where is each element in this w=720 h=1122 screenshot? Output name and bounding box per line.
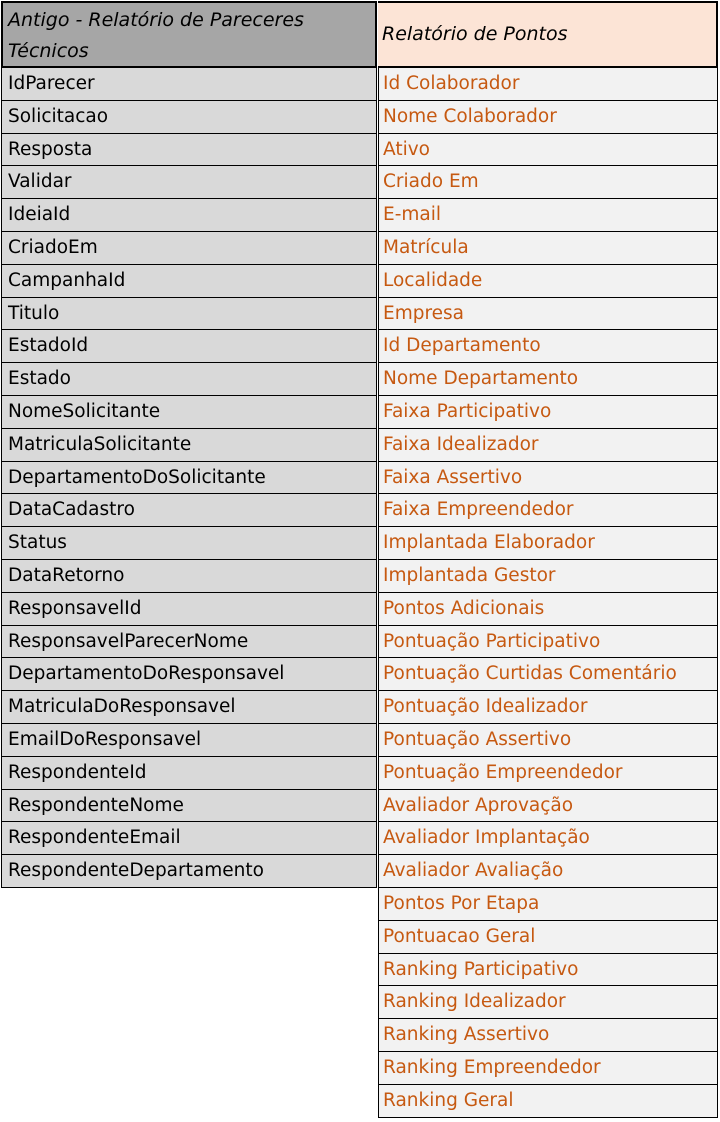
old-report-field-cell: ResponsavelParecerNome (1, 626, 377, 659)
points-report-field-cell: Avaliador Aprovação (378, 790, 718, 823)
old-report-field-cell: Solicitacao (1, 101, 377, 134)
points-report-field-cell: Empresa (378, 298, 718, 331)
old-report-field-cell: DepartamentoDoResponsavel (1, 658, 377, 691)
old-report-field-cell: EmailDoResponsavel (1, 724, 377, 757)
old-report-fields (1, 68, 377, 888)
old-report-field-cell: EstadoId (1, 330, 377, 363)
points-report-field-cell: Id Departamento (378, 330, 718, 363)
points-report-field-cell: Implantada Elaborador (378, 527, 718, 560)
old-report-field-cell: Validar (1, 166, 377, 199)
points-report-field-cell: Ranking Empreendedor (378, 1052, 718, 1085)
points-report-field-cell: Implantada Gestor (378, 560, 718, 593)
old-report-field-cell: Estado (1, 363, 377, 396)
old-report-field-cell: NomeSolicitante (1, 396, 377, 429)
old-report-field-cell: RespondenteNome (1, 790, 377, 823)
old-report-field-cell: CriadoEm (1, 232, 377, 265)
old-report-column (1, 1, 377, 888)
points-report-field-cell: Faixa Participativo (378, 396, 718, 429)
points-report-field-cell: Pontuacao Geral (378, 921, 718, 954)
old-report-field-cell: MatriculaSolicitante (1, 429, 377, 462)
points-report-field-cell: Pontuação Empreendedor (378, 757, 718, 790)
old-report-field-cell: IdeiaId (1, 199, 377, 232)
old-report-field-cell: RespondenteEmail (1, 822, 377, 855)
points-report-field-cell: Ativo (378, 134, 718, 167)
old-report-field-cell: DataRetorno (1, 560, 377, 593)
old-report-field-cell: MatriculaDoResponsavel (1, 691, 377, 724)
points-report-field-cell: Ranking Idealizador (378, 986, 718, 1019)
old-report-field-cell: CampanhaId (1, 265, 377, 298)
points-report-field-cell: Criado Em (378, 166, 718, 199)
points-report-header: Relatório de Pontos (378, 1, 718, 68)
points-report-field-cell: Pontuação Assertivo (378, 724, 718, 757)
points-report-field-cell: Matrícula (378, 232, 718, 265)
old-report-field-cell: RespondenteDepartamento (1, 855, 377, 888)
points-report-fields (378, 68, 718, 1118)
old-report-field-cell: ResponsavelId (1, 593, 377, 626)
points-report-column (378, 1, 718, 1118)
old-report-field-cell: DepartamentoDoSolicitante (1, 462, 377, 495)
points-report-field-cell: Pontos Por Etapa (378, 888, 718, 921)
old-report-field-cell: RespondenteId (1, 757, 377, 790)
points-report-field-cell: Pontuação Curtidas Comentário (378, 658, 718, 691)
points-report-field-cell: E-mail (378, 199, 718, 232)
old-report-header: Antigo - Relatório de Pareceres Técnicos (1, 1, 377, 68)
points-report-field-cell: Localidade (378, 265, 718, 298)
old-report-field-cell: Status (1, 527, 377, 560)
points-report-field-cell: Pontos Adicionais (378, 593, 718, 626)
points-report-field-cell: Nome Colaborador (378, 101, 718, 134)
points-report-field-cell: Nome Departamento (378, 363, 718, 396)
old-report-field-cell: DataCadastro (1, 494, 377, 527)
points-report-field-cell: Faixa Empreendedor (378, 494, 718, 527)
old-report-field-cell: Titulo (1, 298, 377, 331)
points-report-field-cell: Pontuação Idealizador (378, 691, 718, 724)
points-report-field-cell: Ranking Participativo (378, 954, 718, 987)
points-report-field-cell: Avaliador Implantação (378, 822, 718, 855)
points-report-field-cell: Ranking Assertivo (378, 1019, 718, 1052)
points-report-field-cell: Faixa Idealizador (378, 429, 718, 462)
points-report-field-cell: Ranking Geral (378, 1085, 718, 1118)
points-report-field-cell: Faixa Assertivo (378, 462, 718, 495)
points-report-field-cell: Id Colaborador (378, 68, 718, 101)
old-report-field-cell: Resposta (1, 134, 377, 167)
points-report-field-cell: Avaliador Avaliação (378, 855, 718, 888)
old-report-field-cell: IdParecer (1, 68, 377, 101)
points-report-field-cell: Pontuação Participativo (378, 626, 718, 659)
